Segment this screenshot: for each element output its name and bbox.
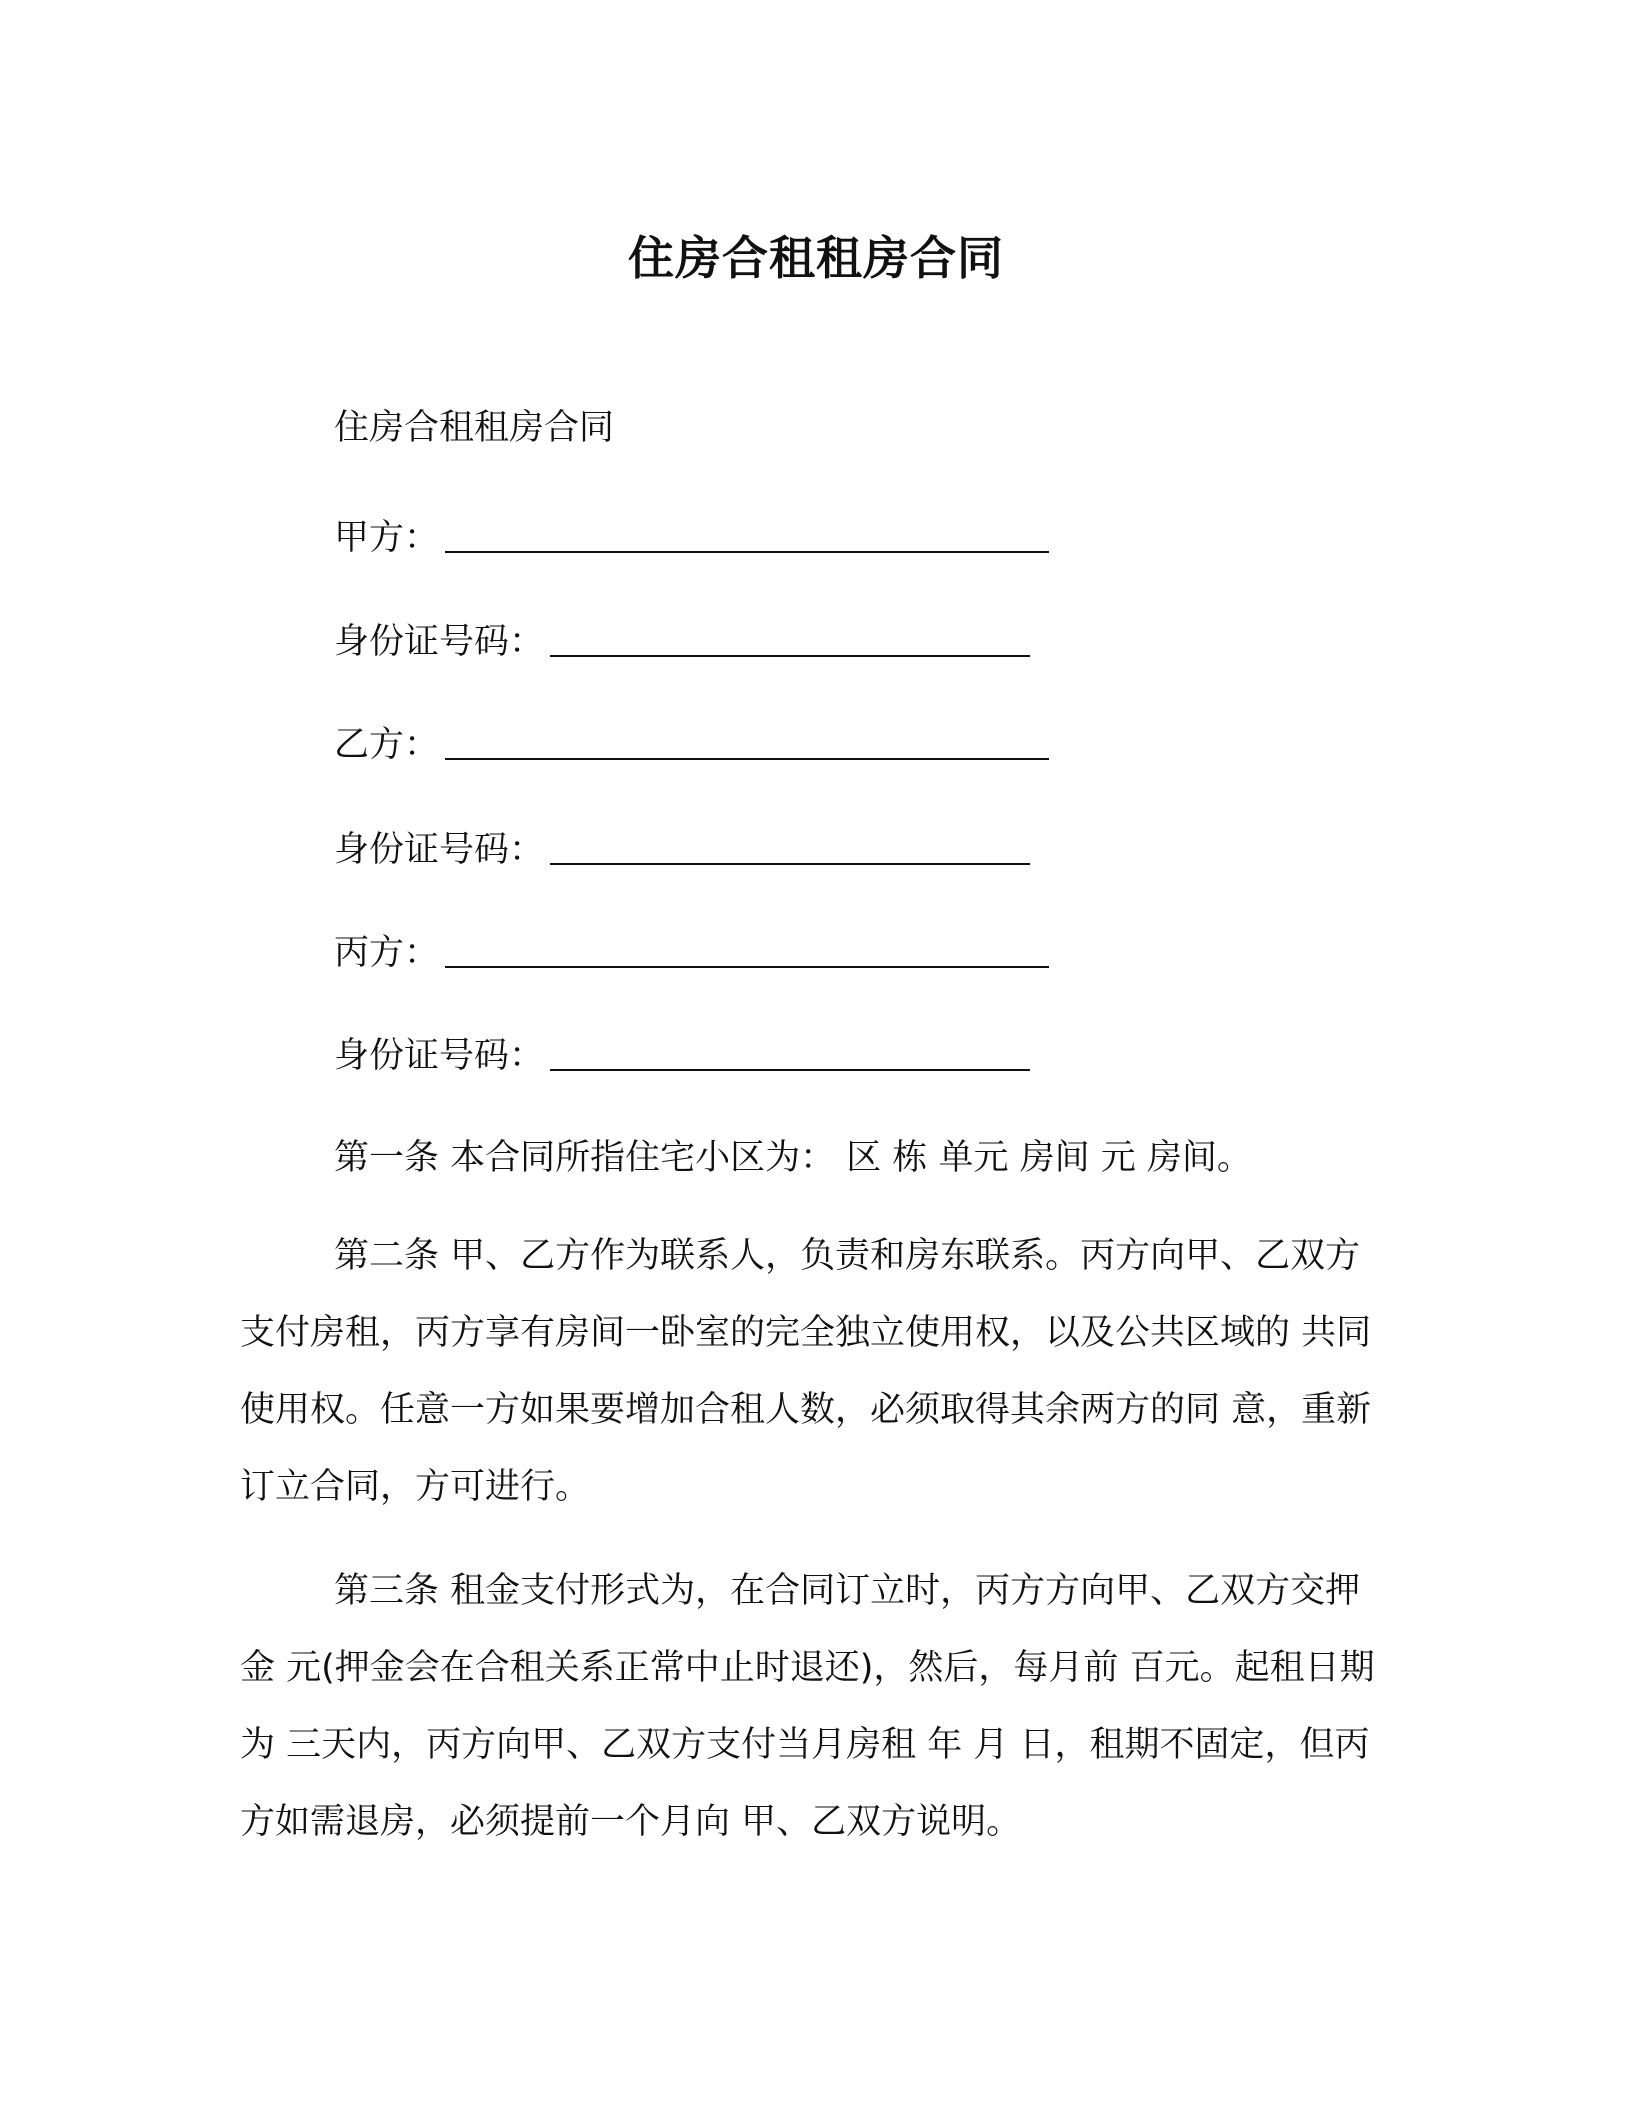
- party-b-label: 乙方：: [334, 725, 440, 765]
- party-c-id-line: [334, 1028, 1030, 1078]
- party-b-blank[interactable]: [445, 757, 1049, 760]
- party-a-id-label: 身份证号码：: [334, 622, 545, 662]
- document-subtitle: [334, 400, 614, 450]
- party-b-id-label: 身份证号码：: [334, 830, 545, 870]
- party-b-id-line: [334, 822, 1030, 872]
- article-2: 第二条 甲、乙方作为联系人，负责和房东联系。丙方向甲、乙双方 支付房租，丙方享有房间一卧室的完全独立使用权，以及公共区域的 共同使用权。任意一方如果要增加合租人数，必须取得其余两方的同 意，重新订立合同，方可进行。: [240, 1236, 1372, 1507]
- article-1-text: 第一条 本合同所指住宅小区为： 区 栋 单元 房间 元 房间。: [334, 1138, 1252, 1178]
- party-a-line: [334, 510, 1049, 560]
- party-c-label: 丙方：: [334, 933, 440, 973]
- party-b-id-blank[interactable]: [550, 862, 1030, 865]
- party-b-line: [334, 717, 1049, 767]
- party-a-id-blank[interactable]: [550, 654, 1030, 657]
- document-title: 住房合租租房合同: [628, 231, 1004, 285]
- article-3: 第三条 租金支付形式为，在合同订立时，丙方方向甲、乙双方交押 金 元(押金会在合租关系正常中止时退还)，然后，每月前 百元。起租日期为 三天内，丙方向甲、乙双方支付当月房租 年 月 日，租期不固定，但丙方如需退房，必须提前一个月向 甲、乙双方说明。: [240, 1571, 1375, 1842]
- party-a-label: 甲方：: [334, 518, 440, 558]
- party-c-id-blank[interactable]: [550, 1068, 1030, 1071]
- article-1: [334, 1130, 1252, 1180]
- party-c-blank[interactable]: [445, 965, 1049, 968]
- party-a-blank[interactable]: [445, 550, 1049, 553]
- party-c-line: [334, 925, 1049, 975]
- party-a-id-line: [334, 614, 1030, 664]
- subtitle-text: 住房合租租房合同: [334, 408, 615, 448]
- party-c-id-label: 身份证号码：: [334, 1036, 545, 1076]
